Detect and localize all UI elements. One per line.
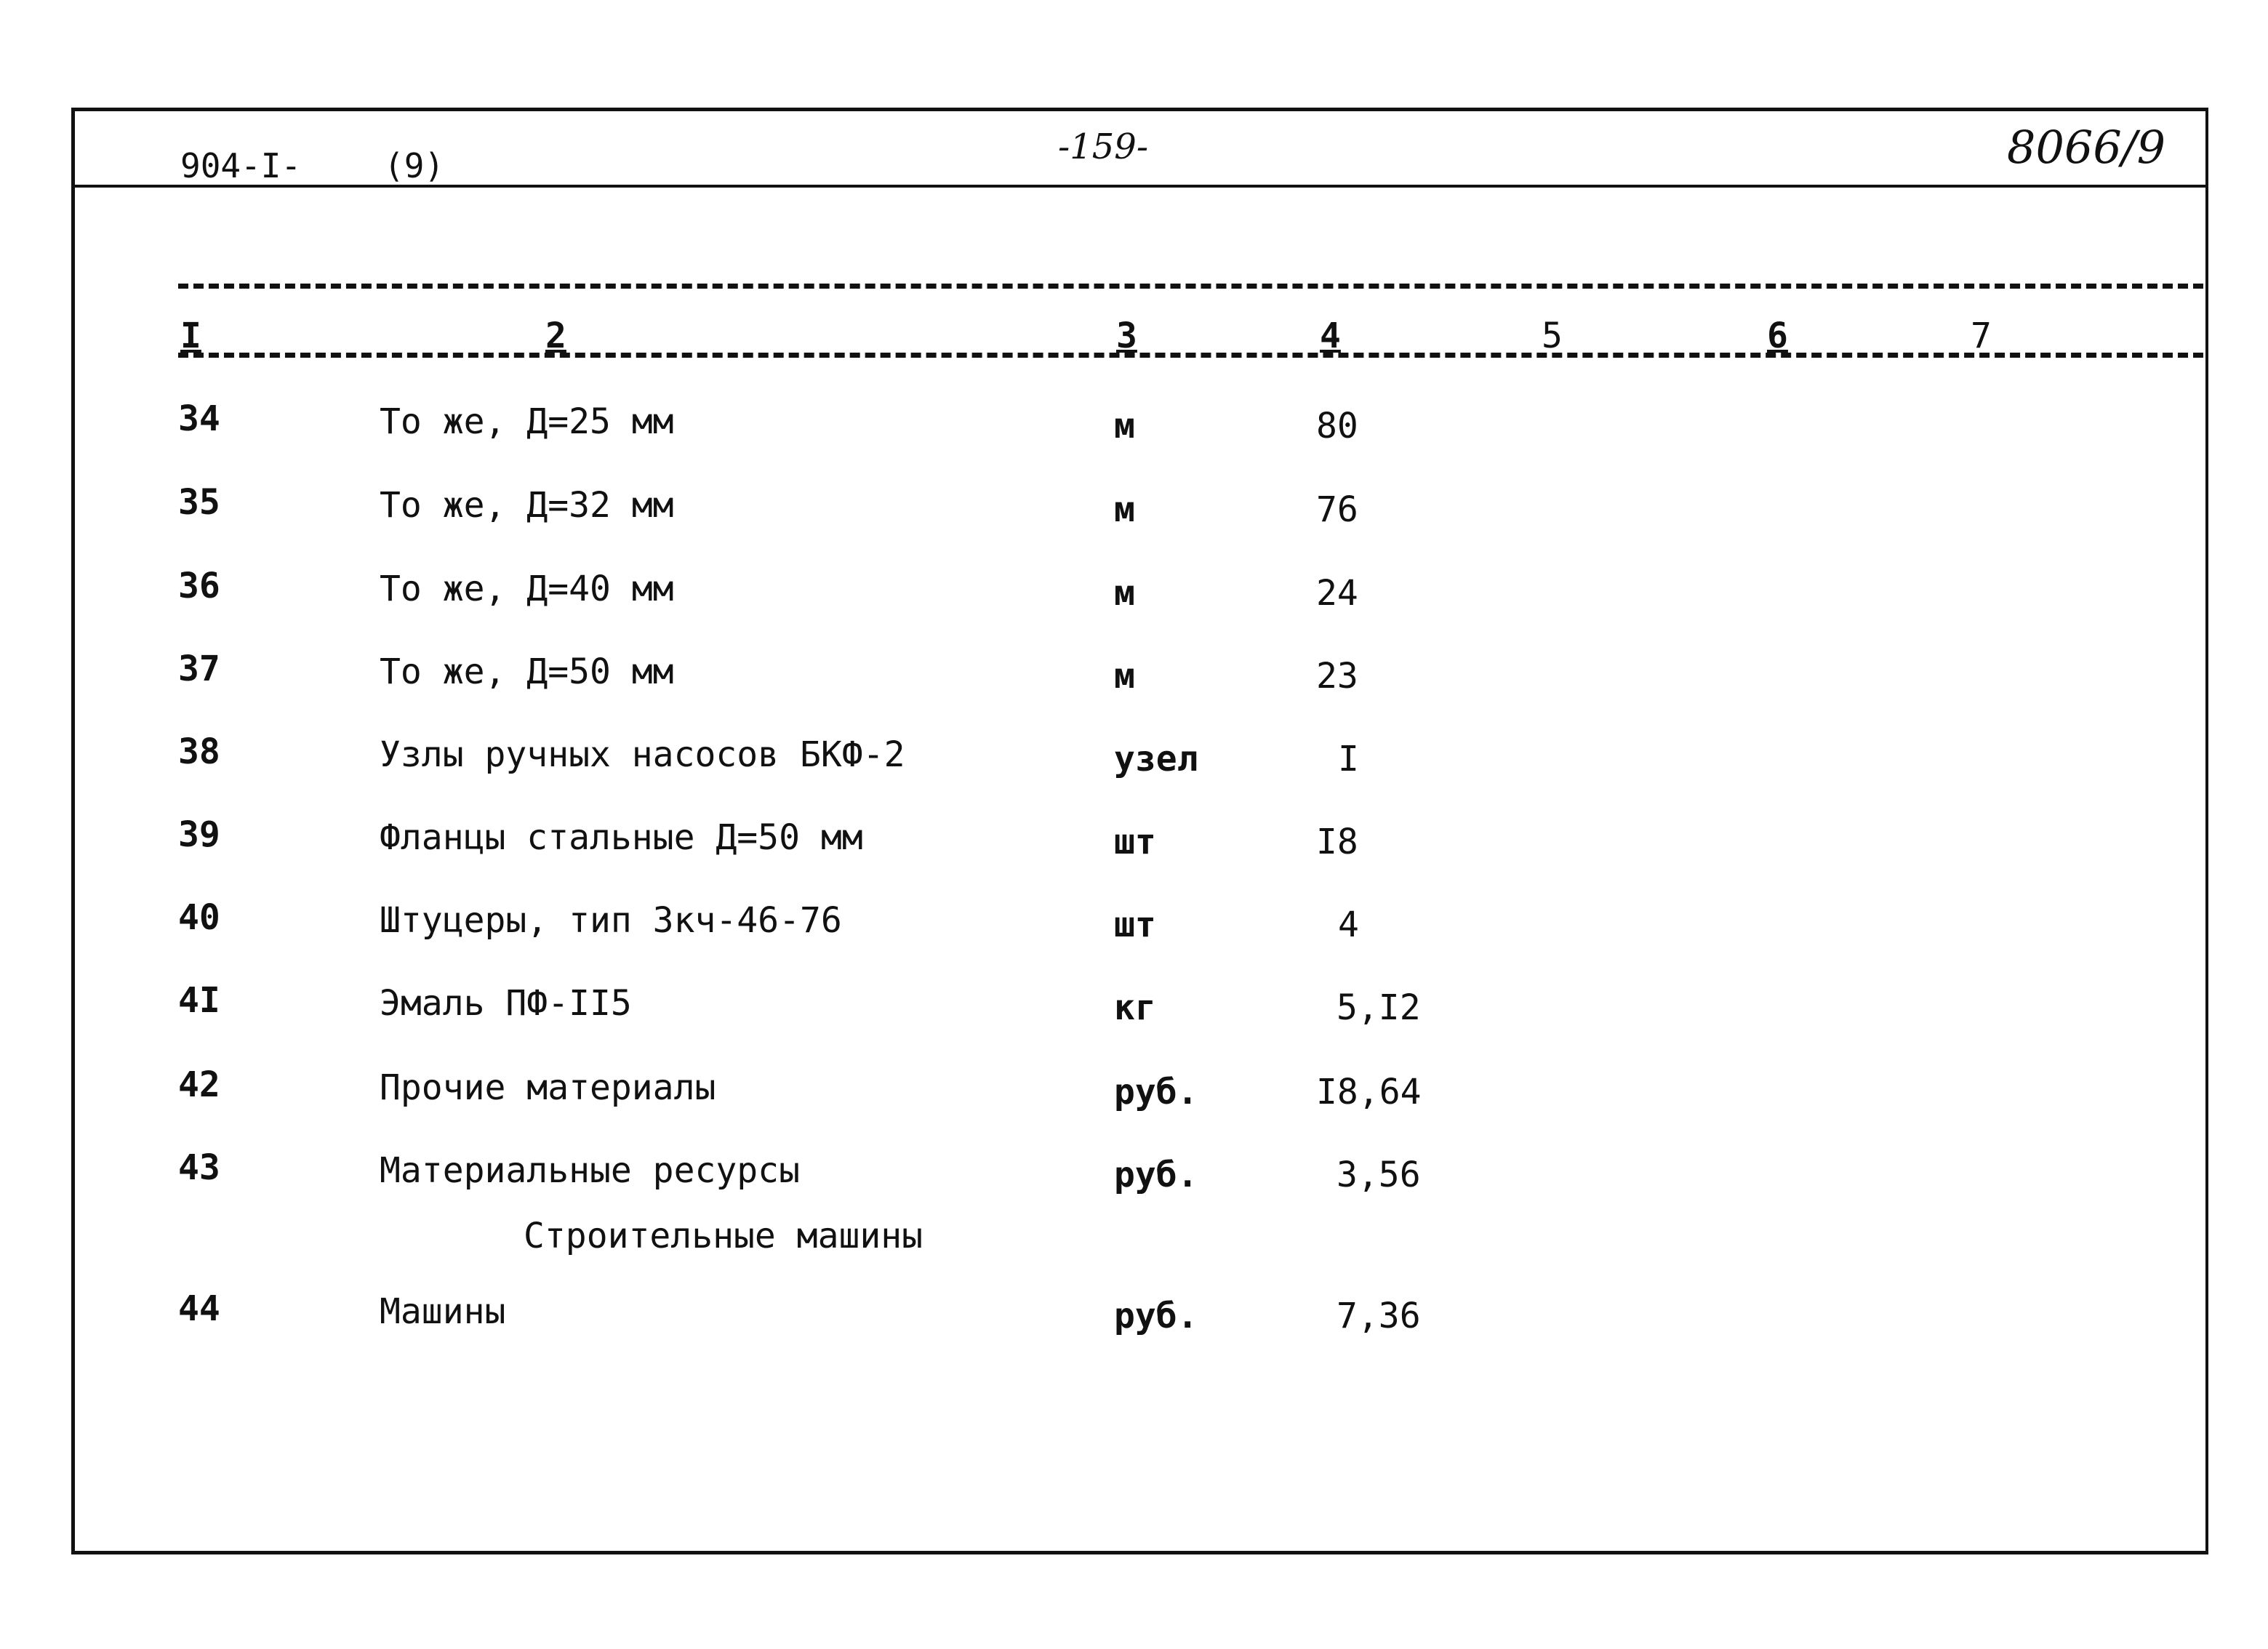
row-unit: руб. bbox=[1114, 1296, 1198, 1336]
row-name: Фланцы стальные Д=50 мм bbox=[380, 817, 863, 858]
row-name: Материальные ресурсы bbox=[380, 1150, 800, 1191]
row-name: Машины bbox=[380, 1291, 506, 1332]
row-unit: м bbox=[1114, 656, 1135, 697]
row-name: Штуцеры, тип Зкч-46-76 bbox=[380, 900, 842, 941]
row-number: 44 bbox=[178, 1288, 220, 1329]
column-number-6: 6 bbox=[1767, 316, 1788, 356]
row-quantity: 4 bbox=[1338, 904, 1359, 945]
row-number: 4I bbox=[178, 980, 220, 1021]
column-number-5: 5 bbox=[1542, 316, 1563, 356]
row-name: То же, Д=25 мм bbox=[380, 401, 674, 442]
row-number: 39 bbox=[178, 814, 220, 855]
row-number: 38 bbox=[178, 731, 220, 772]
row-quantity: 5,I2 bbox=[1337, 987, 1421, 1028]
row-quantity: I8,64 bbox=[1316, 1072, 1422, 1112]
column-number-1: I bbox=[180, 316, 201, 356]
row-name: Эмаль ПФ-II5 bbox=[380, 983, 632, 1024]
column-number-7: 7 bbox=[1971, 316, 1992, 356]
column-number-3: 3 bbox=[1116, 316, 1137, 356]
row-number: 36 bbox=[178, 566, 220, 606]
row-number: 43 bbox=[178, 1147, 220, 1188]
row-unit: м bbox=[1114, 406, 1135, 446]
row-quantity: 80 bbox=[1316, 406, 1358, 446]
row-number: 34 bbox=[178, 398, 220, 439]
page-number: -159- bbox=[1058, 127, 1149, 167]
row-name: Узлы ручных насосов БКФ-2 bbox=[380, 734, 905, 775]
row-quantity: 3,56 bbox=[1337, 1155, 1421, 1195]
row-quantity: I bbox=[1338, 739, 1359, 779]
table-header-bottom-rule bbox=[178, 353, 2203, 358]
row-unit: руб. bbox=[1114, 1072, 1198, 1112]
document-code: 904-I- bbox=[180, 146, 302, 185]
row-quantity: 76 bbox=[1316, 489, 1358, 530]
row-name: То же, Д=40 мм bbox=[380, 569, 674, 609]
table-header-top-rule bbox=[178, 284, 2203, 289]
row-unit: шт bbox=[1114, 904, 1156, 945]
section-title: Строительные машины bbox=[524, 1216, 923, 1256]
row-name: То же, Д=50 мм bbox=[380, 651, 674, 692]
row-quantity: 23 bbox=[1316, 656, 1358, 697]
row-quantity: 7,36 bbox=[1337, 1296, 1421, 1336]
row-name: Прочие материалы bbox=[380, 1067, 716, 1108]
row-quantity: I8 bbox=[1316, 822, 1358, 862]
column-number-4: 4 bbox=[1320, 316, 1341, 356]
row-unit: узел bbox=[1114, 739, 1198, 779]
column-number-2: 2 bbox=[545, 316, 566, 356]
document-number: 8066/9 bbox=[2007, 121, 2166, 174]
row-name: То же, Д=32 мм bbox=[380, 485, 674, 526]
row-number: 40 bbox=[178, 897, 220, 938]
row-number: 37 bbox=[178, 649, 220, 689]
row-number: 35 bbox=[178, 482, 220, 523]
row-unit: кг bbox=[1114, 987, 1156, 1028]
row-unit: м bbox=[1114, 573, 1135, 614]
row-quantity: 24 bbox=[1316, 573, 1358, 614]
row-unit: руб. bbox=[1114, 1155, 1198, 1195]
document-sheet: (9) bbox=[384, 146, 445, 185]
row-unit: м bbox=[1114, 489, 1135, 530]
row-number: 42 bbox=[178, 1064, 220, 1105]
row-unit: шт bbox=[1114, 822, 1156, 862]
